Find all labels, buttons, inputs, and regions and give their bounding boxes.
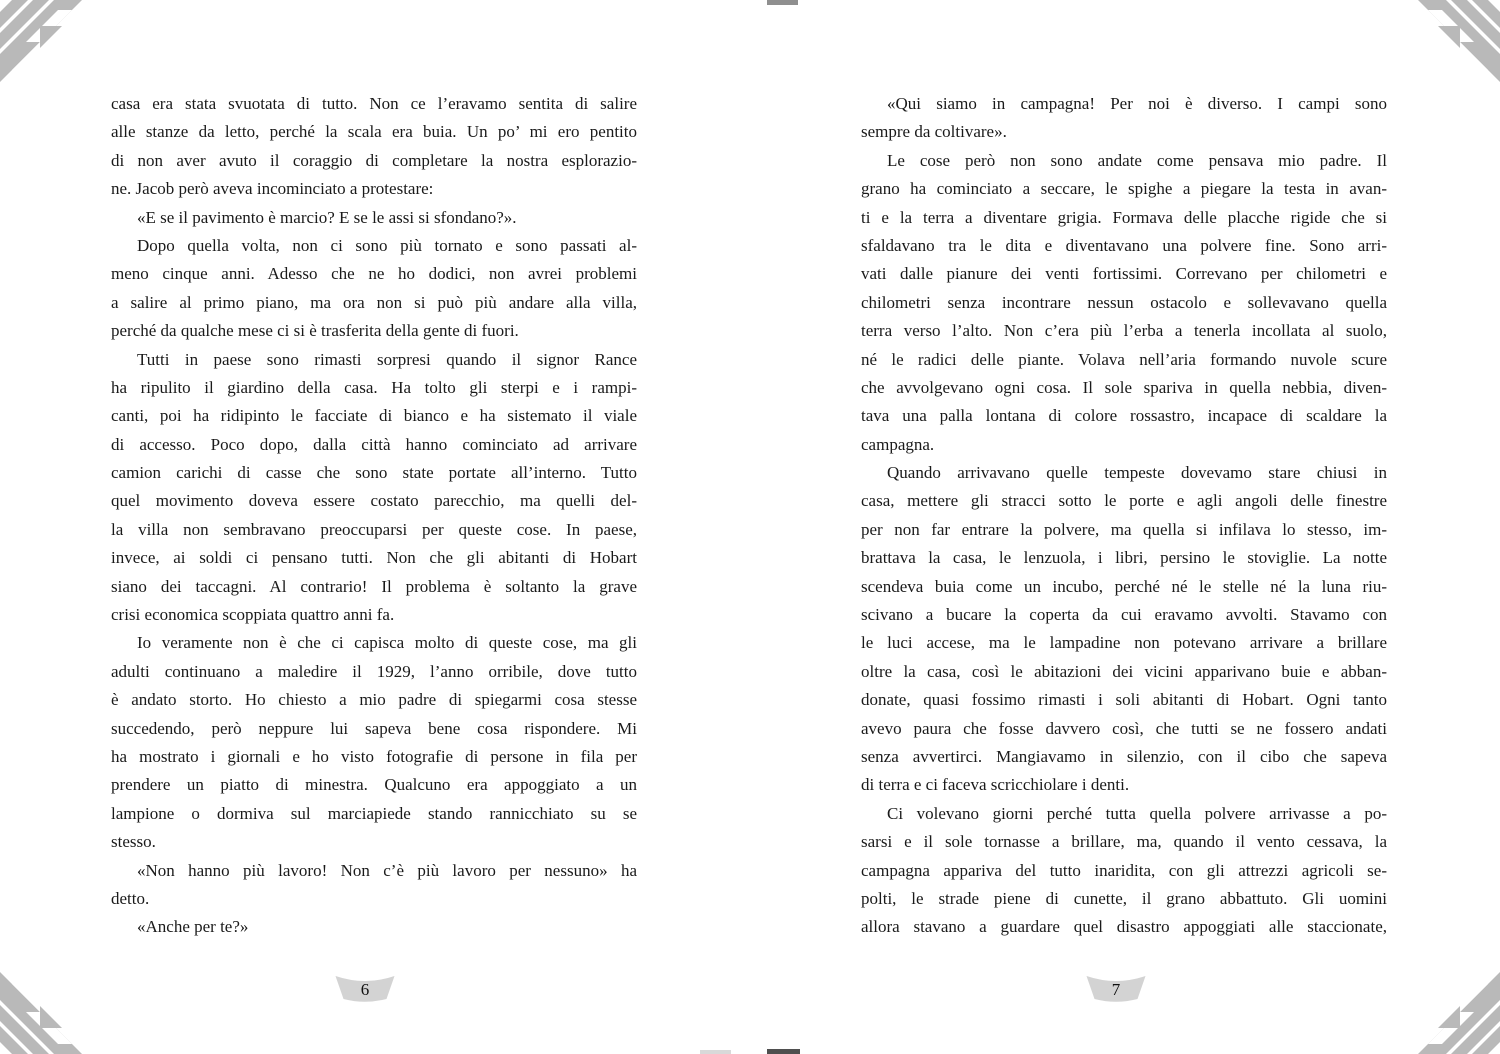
text-line: crisi economica scoppiata quattro anni fa.: [111, 605, 395, 625]
text-line: ha ripulito il giardino della casa. Ha tolto gli sterpi e i rampi-: [111, 377, 637, 397]
text-line: sfaldavano tra le dita e diventavano una polvere fine. Sono arri-: [861, 235, 1387, 255]
bottom-edge-mark-light: [700, 1050, 731, 1054]
text-line: campagna.: [861, 434, 935, 454]
text-line: alle stanze da letto, perché la scala era buia. Un po’ mi ero pentito: [111, 122, 637, 142]
text-line: di non aver avuto il coraggio di completare la nostra esplorazio-: [111, 150, 637, 170]
text-line: avevo paura che fosse davvero così, che tutti se ne fossero andati: [861, 718, 1387, 738]
text-line: detto.: [111, 888, 150, 908]
text-line: meno cinque anni. Adesso che ne ho dodici, non avrei problemi: [111, 264, 637, 284]
text-line: ha mostrato i giornali e ho visto fotografie di persone in fila per: [111, 746, 637, 766]
text-line: vati dalle pianure dei venti fortissimi. Correvano per chilometri e: [861, 264, 1387, 284]
text-line: oltre la casa, così le abitazioni dei vicini apparivano buie e abban-: [861, 661, 1387, 681]
text-line: prendere un piatto di minestra. Qualcuno era appoggiato a un: [111, 775, 637, 795]
text-line: grano ha cominciato a seccare, le spighe a piegare la testa in avan-: [861, 179, 1387, 199]
text-line: allora stavano a guardare quel disastro appoggiati alle staccionate,: [861, 917, 1387, 937]
text-line: quel movimento doveva essere costato parecchio, ma quelli del-: [111, 491, 637, 511]
text-line: siano dei taccagni. Al contrario! Il problema è soltanto la grave: [111, 576, 637, 596]
text-line: che avvolgevano ogni cosa. Il sole spariva in quella nebbia, diven-: [861, 377, 1387, 397]
text-line: di terra e ci faceva scricchiolare i denti.: [861, 775, 1130, 795]
text-line: Tutti in paese sono rimasti sorpresi quando il signor Rance: [137, 349, 637, 369]
text-line: sempre da coltivare».: [861, 122, 1007, 142]
text-line: adulti continuano a maledire il 1929, l’anno orribile, dove tutto: [111, 661, 637, 681]
right-page-text: [861, 90, 1387, 942]
text-line: di accesso. Poco dopo, dalla città hanno cominciato ad arrivare: [111, 434, 637, 454]
text-line: «E se il pavimento è marcio? E se le assi si sfondano?».: [137, 207, 517, 227]
left-page-text: [111, 90, 637, 942]
text-line: terra verso l’alto. Non c’era più l’erba a tenerla incollata al suolo,: [861, 321, 1387, 341]
text-line: «Non hanno più lavoro! Non c’è più lavoro per nessuno» ha: [137, 860, 637, 880]
text-line: casa era stata svuotata di tutto. Non ce l’eravamo sentita di salire: [111, 94, 637, 113]
text-line: Ci volevano giorni perché tutta quella polvere arrivasse a po-: [887, 803, 1387, 823]
text-line: ne. Jacob però aveva incominciato a protestare:: [111, 179, 434, 199]
page-number: 6: [360, 980, 370, 999]
corner-ornament-bottom-right-icon: [1400, 954, 1500, 1054]
text-line: casa, mettere gli stracci sotto le porte e agli angoli delle finestre: [861, 491, 1387, 511]
text-line: né le radici delle piante. Volava nell’aria formando nuvole scure: [861, 349, 1387, 369]
text-line: Quando arrivavano quelle tempeste dovevamo stare chiusi in: [887, 463, 1387, 483]
text-line: tava una palla lontana di colore rossastro, incapace di scaldare la: [861, 406, 1387, 426]
text-line: Io veramente non è che ci capisca molto di queste cose, ma gli: [137, 633, 637, 653]
text-line: lampione o dormiva sul marciapiede stando rannicchiato su se: [111, 803, 637, 823]
text-line: la villa non sembravano preoccuparsi per queste cose. In paese,: [111, 519, 637, 539]
corner-ornament-top-left-icon: [0, 0, 100, 100]
text-line: è andato storto. Ho chiesto a mio padre di spiegarmi cosa stesse: [111, 690, 637, 710]
text-line: stesso.: [111, 832, 156, 852]
text-line: «Qui siamo in campagna! Per noi è diverso. I campi sono: [887, 94, 1387, 113]
bottom-edge-mark-dark: [767, 1049, 800, 1054]
text-line: scivano a bucare la coperta da cui eravamo avvolti. Stavamo con: [861, 605, 1387, 625]
text-line: succedendo, però neppure lui sapeva bene cosa rispondere. Mi: [111, 718, 637, 738]
text-line: chilometri senza incontrare nessun ostacolo e sollevavano quella: [861, 292, 1387, 312]
left-page-number-tab: [335, 973, 395, 1003]
text-line: camion carichi di casse che sono state portate all’interno. Tutto: [111, 463, 637, 483]
right-page-number-tab: [1086, 973, 1146, 1003]
text-line: invece, ai soldi ci pensano tutti. Non che gli abitanti di Hobart: [111, 548, 637, 568]
corner-ornament-bottom-left-icon: [0, 954, 100, 1054]
text-line: perché da qualche mese ci si è trasferita della gente di fuori.: [111, 321, 519, 341]
top-edge-mark: [767, 0, 798, 5]
text-line: sarsi e il sole tornasse a brillare, ma, quando il vento cessava, la: [861, 832, 1387, 852]
text-line: brattava la casa, le lenzuola, i libri, persino le stoviglie. La notte: [861, 548, 1387, 568]
text-line: scendeva buia come un incubo, perché né le stelle né la luna riu-: [861, 576, 1387, 596]
text-line: canti, poi ha ridipinto le facciate di bianco e ha sistemato il viale: [111, 406, 637, 426]
text-line: campagna appariva del tutto inaridita, con gli attrezzi agricoli se-: [861, 860, 1387, 880]
text-line: ti e la terra a diventare grigia. Formava delle placche rigide che si: [861, 207, 1387, 227]
text-line: Dopo quella volta, non ci sono più tornato e sono passati al-: [137, 235, 637, 255]
text-line: Le cose però non sono andate come pensava mio padre. Il: [887, 150, 1387, 170]
text-line: «Anche per te?»: [137, 917, 249, 937]
text-line: polti, le strade piene di cunette, il grano abbattuto. Gli uomini: [861, 888, 1387, 908]
text-line: senza avvertirci. Mangiavamo in silenzio, con il cibo che sapeva: [861, 746, 1387, 766]
text-line: le luci accese, ma le lampadine non potevano arrivare a brillare: [861, 633, 1387, 653]
page-number: 7: [1111, 980, 1121, 999]
text-line: donate, quasi fossimo rimasti i soli abitanti di Hobart. Ogni tanto: [861, 690, 1387, 710]
text-line: per non far entrare la polvere, ma quella si infilava lo stesso, im-: [861, 519, 1387, 539]
text-line: a salire al primo piano, ma ora non si può più andare alla villa,: [111, 292, 637, 312]
corner-ornament-top-right-icon: [1400, 0, 1500, 100]
